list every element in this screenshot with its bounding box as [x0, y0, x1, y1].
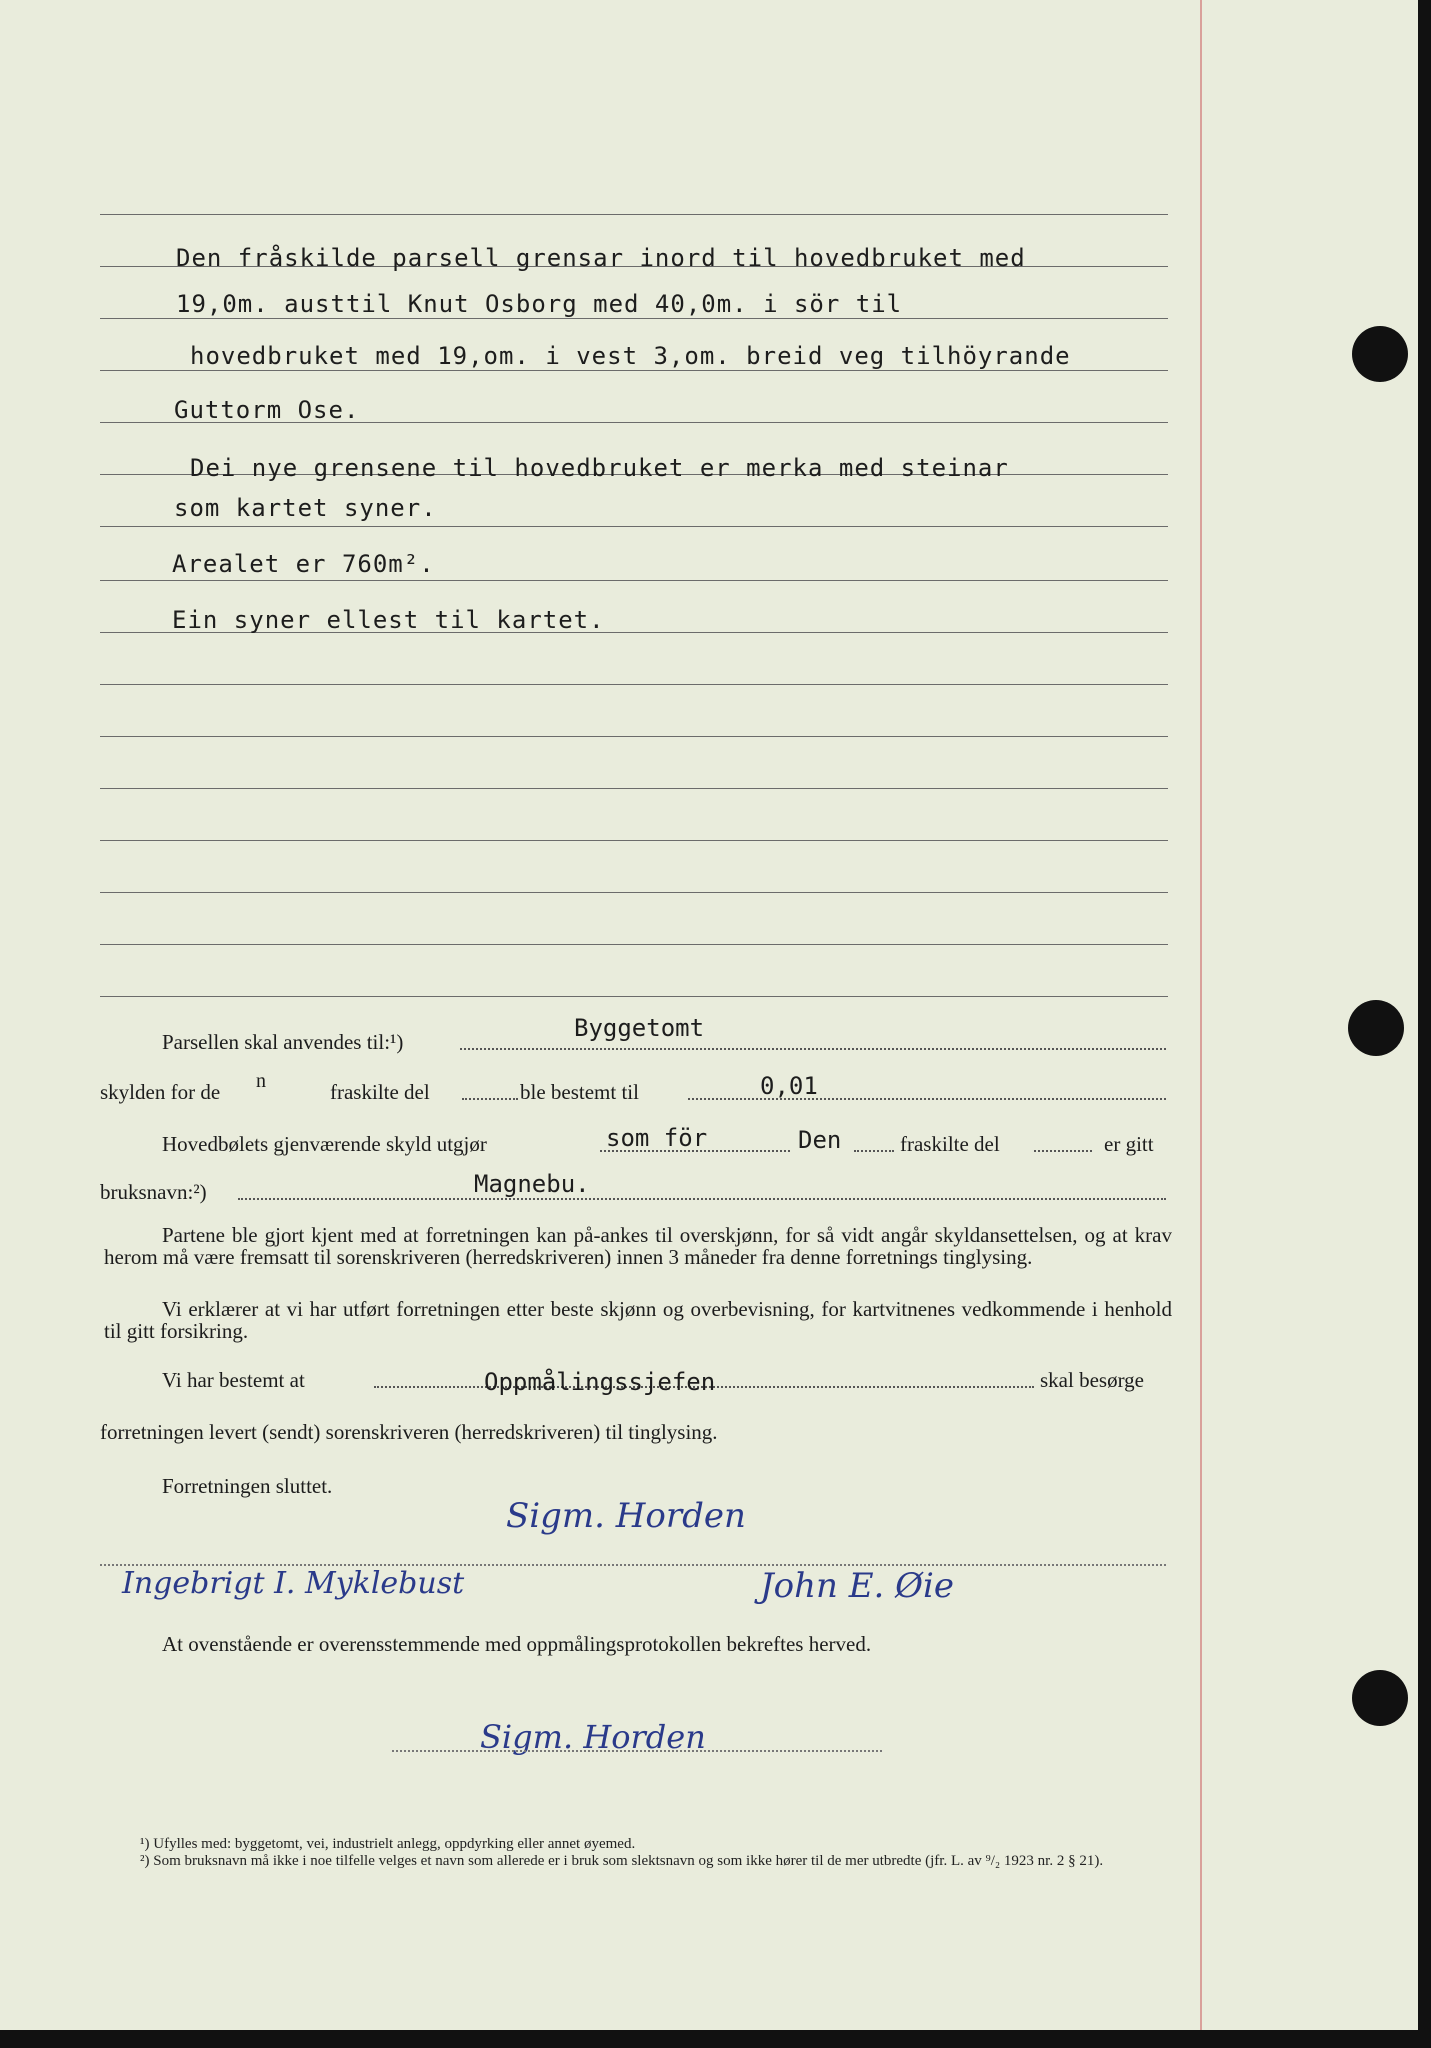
- use-fill-line: [460, 1048, 1166, 1050]
- name-value: Magnebu.: [474, 1170, 590, 1198]
- certification-text: At ovenstående er overensstemmende med oppmålingsprotokollen bekreftes herved.: [162, 1632, 872, 1656]
- remaining-label: Hovedbølets gjenværende skyld utgjør: [162, 1132, 487, 1156]
- skyld-superscript: n: [256, 1070, 266, 1092]
- name-fill-line: [238, 1198, 1166, 1200]
- ruled-line: [100, 370, 1168, 371]
- signature-witness-right: John E. Øie: [760, 1566, 955, 1606]
- appeal-text: Partene ble gjort kjent med at forretningen kan på-ankes til overskjønn, for så vidt angår skyldansettelsen, og at krav herom må være fremsatt til sorenskriveren (herredskriveren) innen 3 måneder fra denne forretnings tinglysing.: [104, 1223, 1172, 1269]
- responsible-suffix: skal besørge: [1040, 1368, 1145, 1392]
- ruled-line: [100, 996, 1168, 997]
- responsible-line2: forretningen levert (sendt) sorenskriveren (herredskriveren) til tinglysing.: [100, 1420, 718, 1444]
- use-value: Byggetomt: [574, 1014, 705, 1042]
- use-label: Parsellen skal anvendes til:¹): [162, 1030, 404, 1054]
- punch-hole-bottom: [1352, 1670, 1408, 1726]
- skyld-value: 0,01: [760, 1072, 818, 1100]
- appeal-paragraph: [104, 1224, 1172, 1268]
- signature-certifier: Sigm. Horden: [480, 1718, 706, 1756]
- name-label: bruksnavn:²): [100, 1180, 207, 1204]
- remaining-fill-line: [600, 1150, 790, 1152]
- remaining-value: som för: [606, 1124, 708, 1152]
- ruled-line: [100, 944, 1168, 945]
- scan-border-bottom: [0, 2030, 1431, 2048]
- typed-line-3: hovedbruket med 19,om. i vest 3,om. breid veg tilhöyrande: [190, 342, 1071, 370]
- typed-line-7: Arealet er 760m².: [172, 550, 435, 578]
- footnotes: [140, 1836, 1174, 1870]
- footnote-1: ¹) Ufylles med: byggetomt, vei, industrielt anlegg, oppdyrking eller annet øyemed.: [140, 1836, 636, 1852]
- responsible-value: Oppmålingssjefen: [484, 1368, 716, 1396]
- scan-border-right: [1418, 0, 1431, 2048]
- ruled-line: [100, 736, 1168, 737]
- footnote-2: ²) Som bruksnavn må ikke i noe tilfelle velges et navn som allerede er i bruk som slektsnavn og som ikke hører til de mer utbredte (jfr. L. av ⁹/₂ 1923 nr. 2 § 21).: [140, 1853, 1104, 1869]
- skyld-blank-line: [462, 1098, 518, 1100]
- margin-rule: [1200, 0, 1202, 2030]
- declaration-paragraph: [104, 1298, 1172, 1342]
- typed-line-5: Dei nye grensene til hovedbruket er merka med steinar: [190, 454, 1009, 482]
- ruled-line: [100, 840, 1168, 841]
- signature-witness-left: Ingebrigt I. Myklebust: [122, 1566, 465, 1601]
- typed-line-1: Den fråskilde parsell grensar inord til hovedbruket med: [176, 244, 1026, 272]
- remaining-suffix: er gitt: [1104, 1132, 1154, 1156]
- ruled-line: [100, 580, 1168, 581]
- remaining-den: Den: [798, 1126, 842, 1154]
- typed-line-4: Guttorm Ose.: [174, 396, 360, 424]
- punch-hole-top: [1352, 326, 1408, 382]
- closing-text: Forretningen sluttet.: [162, 1474, 333, 1498]
- responsible-prefix: Vi har bestemt at: [162, 1368, 305, 1392]
- remaining-blank-line-2: [1034, 1150, 1092, 1152]
- ruled-line: [100, 214, 1168, 215]
- ruled-line: [100, 788, 1168, 789]
- typed-line-8: Ein syner ellest til kartet.: [172, 606, 605, 634]
- declaration-text: Vi erklærer at vi har utført forretningen etter beste skjønn og overbevisning, for kartvitnenes vedkommende i henhold til gitt forsikring.: [104, 1297, 1172, 1343]
- skyld-prefix: skylden for de: [100, 1080, 221, 1104]
- signature-chief: Sigm. Horden: [506, 1496, 746, 1536]
- ruled-line: [100, 318, 1168, 319]
- ruled-line: [100, 684, 1168, 685]
- skyld-suffix: ble bestemt til: [520, 1080, 639, 1104]
- skyld-mid: fraskilte del: [330, 1080, 430, 1104]
- certifier-line: [392, 1750, 882, 1752]
- remaining-blank-line: [854, 1150, 894, 1152]
- punch-hole-middle: [1348, 1000, 1404, 1056]
- ruled-line: [100, 526, 1168, 527]
- typed-line-2: 19,0m. austtil Knut Osborg med 40,0m. i sör til: [176, 290, 903, 318]
- typed-line-6: som kartet syner.: [174, 494, 437, 522]
- remaining-mid: fraskilte del: [900, 1132, 1000, 1156]
- ruled-line: [100, 892, 1168, 893]
